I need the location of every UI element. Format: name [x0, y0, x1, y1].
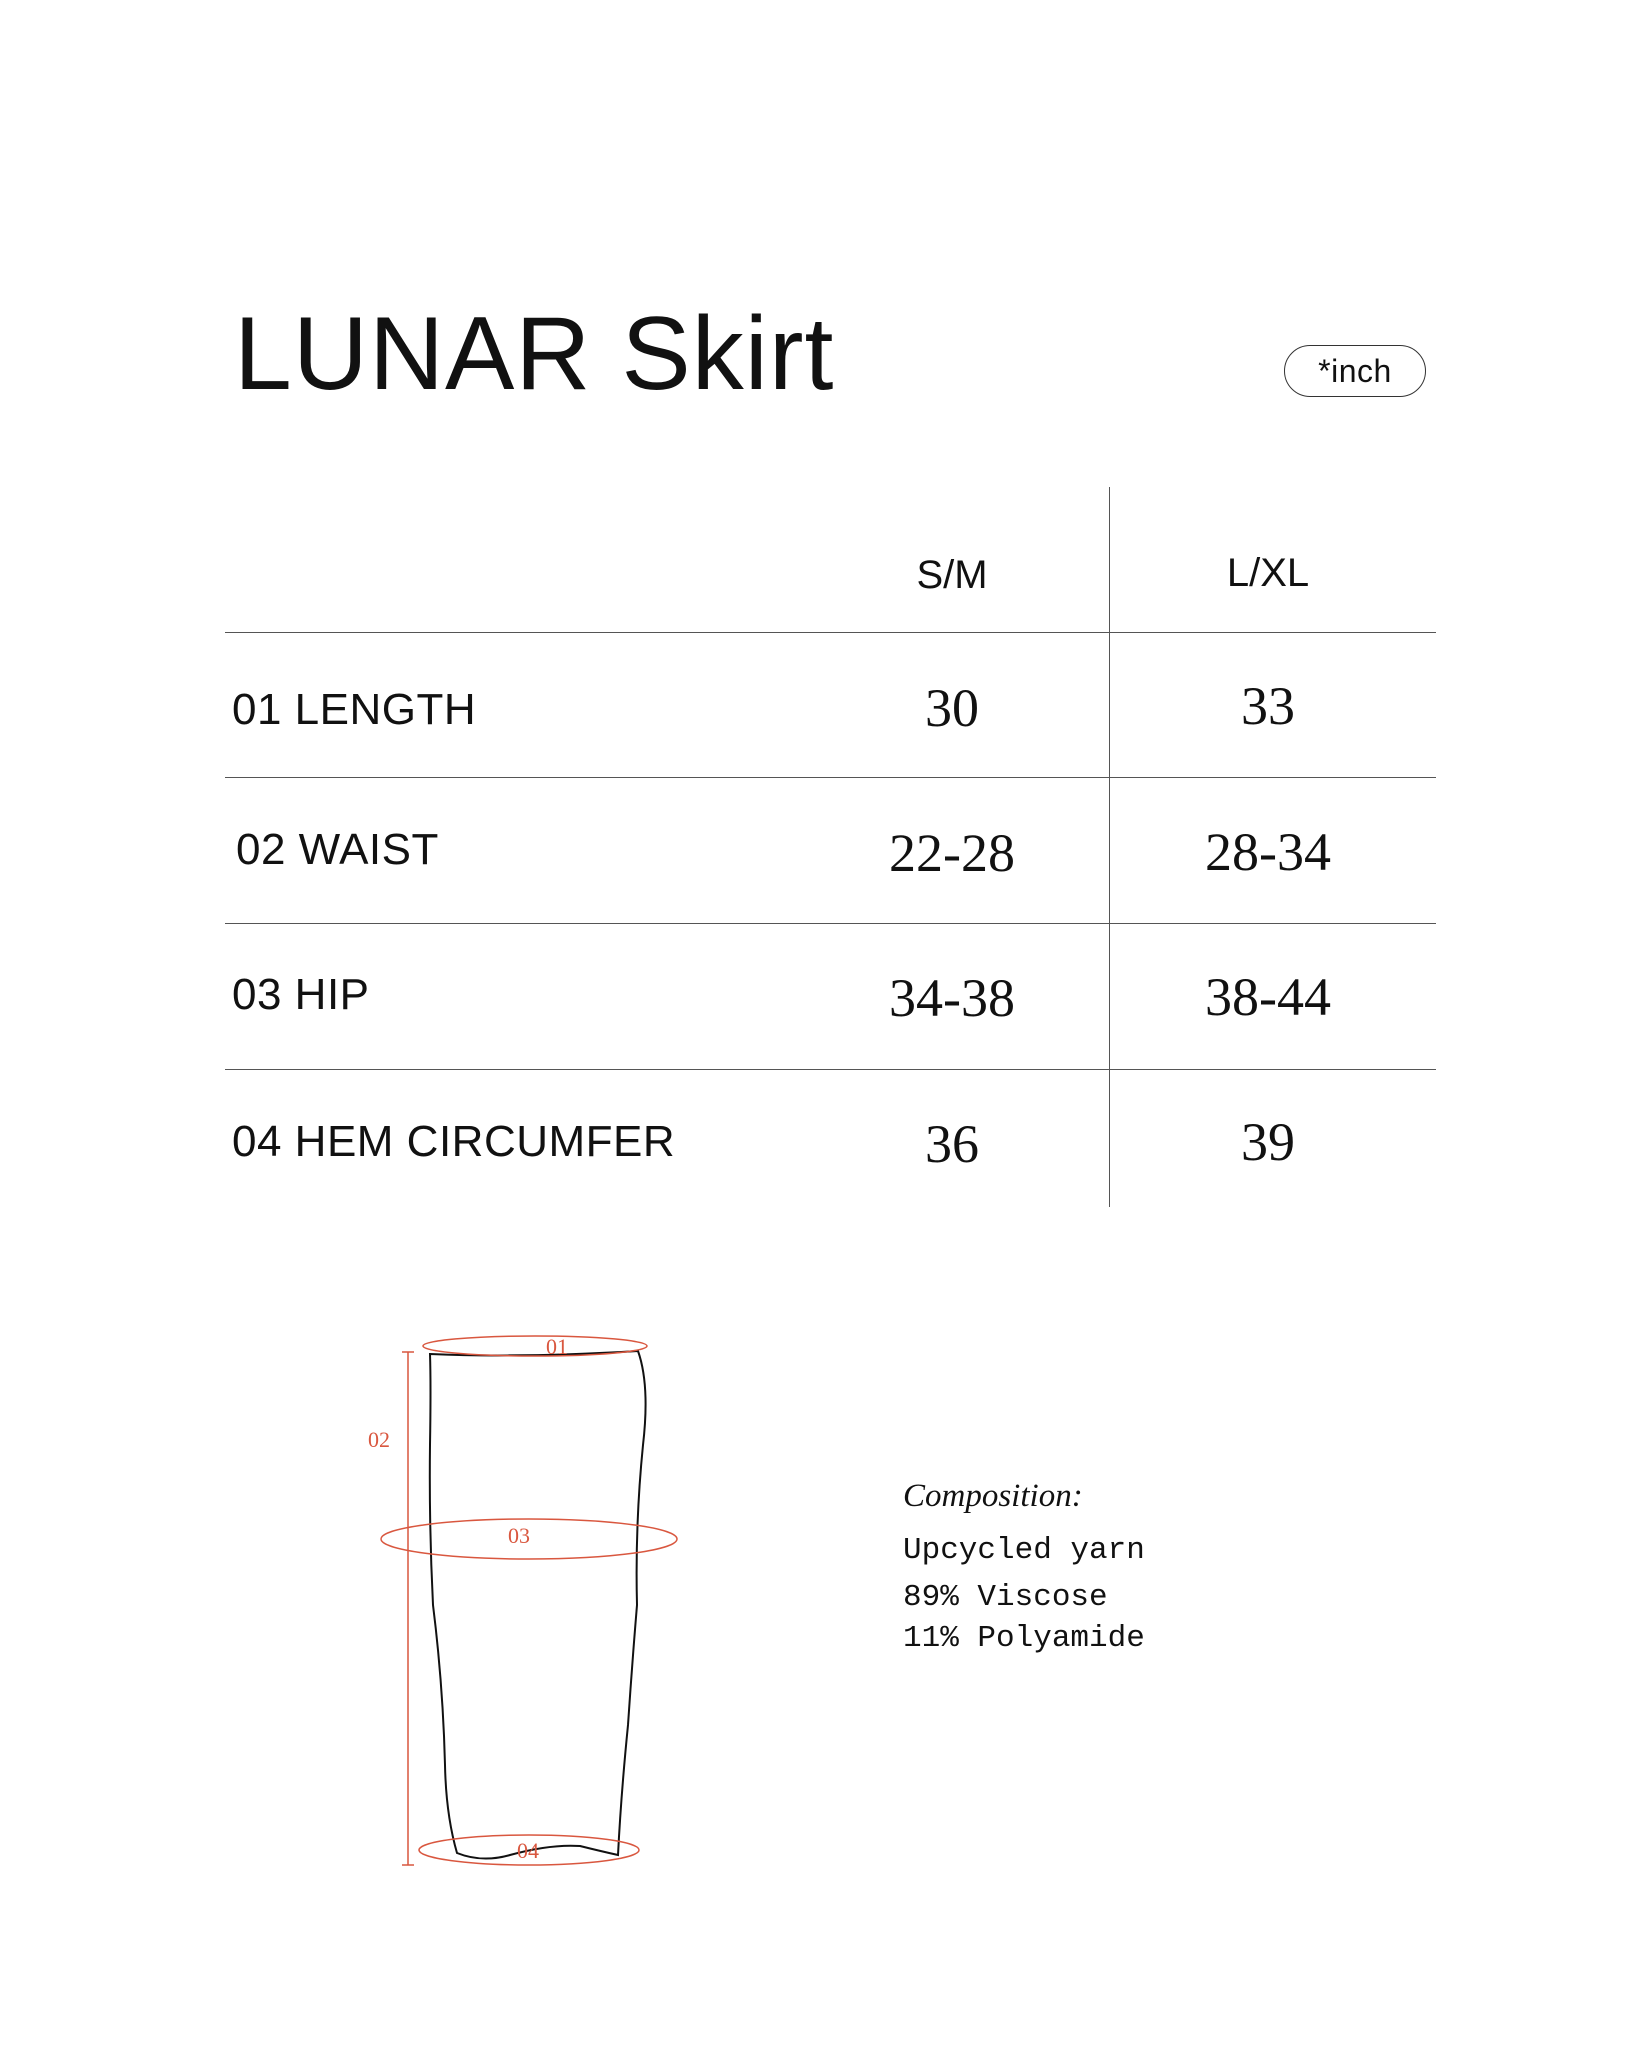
- row-divider: [225, 923, 1436, 924]
- composition-block: [903, 1478, 1145, 1654]
- value-hem-sm: 36: [925, 1114, 979, 1174]
- row-divider: [225, 632, 1436, 633]
- unit-badge: *inch: [1284, 345, 1426, 397]
- measure-ring-01: [423, 1336, 647, 1356]
- row-label-hem: 04 HEM CIRCUMFER: [232, 1117, 676, 1166]
- row-label-length: 01 LENGTH: [232, 685, 477, 734]
- value-hip-sm: 34-38: [889, 968, 1015, 1028]
- value-hem-lxl: 39: [1241, 1112, 1295, 1172]
- skirt-outline: [430, 1351, 646, 1859]
- column-divider: [1109, 487, 1110, 1207]
- value-hip-lxl: 38-44: [1205, 967, 1331, 1027]
- composition-heading: Composition:: [903, 1478, 1083, 1514]
- value-waist-lxl: 28-34: [1205, 822, 1331, 882]
- column-header-sm: S/M: [916, 553, 988, 597]
- page-title: LUNAR Skirt: [234, 296, 835, 412]
- row-divider: [225, 777, 1436, 778]
- marker-04: 04: [517, 1838, 539, 1863]
- composition-line: 89% Viscose: [903, 1580, 1108, 1615]
- row-label-hip: 03 HIP: [232, 970, 370, 1019]
- row-label-waist: 02 WAIST: [236, 825, 439, 874]
- value-length-lxl: 33: [1241, 676, 1295, 736]
- marker-02: 02: [368, 1427, 390, 1452]
- skirt-diagram: [360, 1325, 700, 1885]
- value-waist-sm: 22-28: [889, 823, 1015, 883]
- row-divider: [225, 1069, 1436, 1070]
- value-length-sm: 30: [925, 678, 979, 738]
- marker-03: 03: [508, 1523, 530, 1548]
- composition-line: 11% Polyamide: [903, 1621, 1145, 1656]
- composition-line: Upcycled yarn: [903, 1533, 1145, 1568]
- column-header-lxl: L/XL: [1226, 551, 1310, 595]
- marker-01: 01: [546, 1334, 568, 1359]
